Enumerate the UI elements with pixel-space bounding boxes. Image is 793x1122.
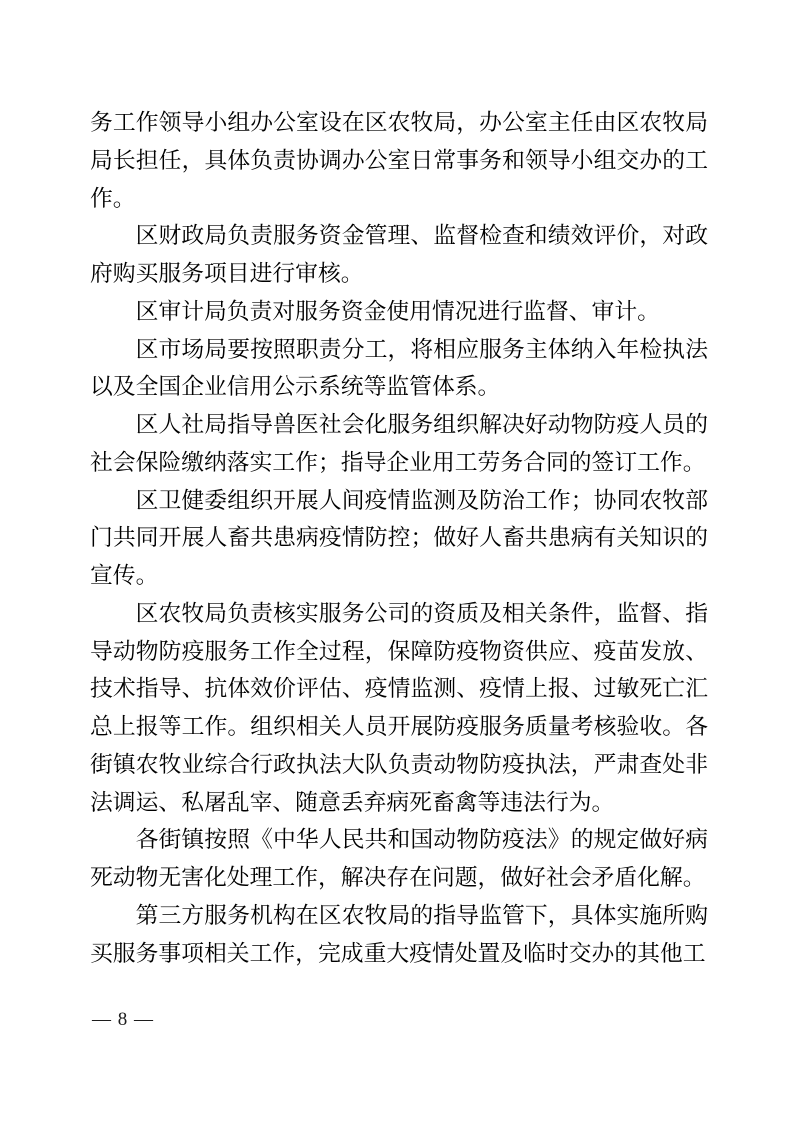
paragraph: 区农牧局负责核实服务公司的资质及相关条件，监督、指导动物防疫服务工作全过程，保障防疫物资供应、疫苗发放、技术指导、抗体效价评估、疫情监测、疫情上报、过敏死亡汇总上报等工作。组织相关人员开展防疫服务质量考核验收。各街镇农牧业综合行政执法大队负责动物防疫执法，严肃查处非法调运、私屠乱宰、随意丢弃病死畜禽等违法行为。 (90, 599, 708, 815)
paragraph: 区卫健委组织开展人间疫情监测及防治工作；协同农牧部门共同开展人畜共患病疫情防控；做好人畜共患病有关知识的宣传。 (90, 486, 708, 588)
paragraph: 区审计局负责对服务资金使用情况进行监督、审计。 (135, 297, 660, 324)
paragraph: 第三方服务机构在区农牧局的指导监管下，具体实施所购买服务事项相关工作，完成重大疫情处置及临时交办的其他工 (90, 901, 708, 966)
paragraph: 区市场局要按照职责分工，将相应服务主体纳入年检执法以及全国企业信用公示系统等监管体系。 (90, 335, 708, 400)
page-number: — 8 — (92, 1009, 154, 1030)
paragraph: 区财政局负责服务资金管理、监督检查和绩效评价，对政府购买服务项目进行审核。 (90, 222, 708, 286)
paragraph: 务工作领导小组办公室设在区农牧局，办公室主任由区农牧局局长担任，具体负责协调办公室日常事务和领导小组交办的工作。 (90, 109, 708, 211)
paragraph: 区人社局指导兽医社会化服务组织解决好动物防疫人员的社会保险缴纳落实工作；指导企业用工劳务合同的签订工作。 (90, 411, 708, 475)
body-text-block (90, 104, 708, 972)
paragraph: 各街镇按照《中华人民共和国动物防疫法》的规定做好病死动物无害化处理工作，解决存在问题，做好社会矛盾化解。 (90, 826, 708, 890)
